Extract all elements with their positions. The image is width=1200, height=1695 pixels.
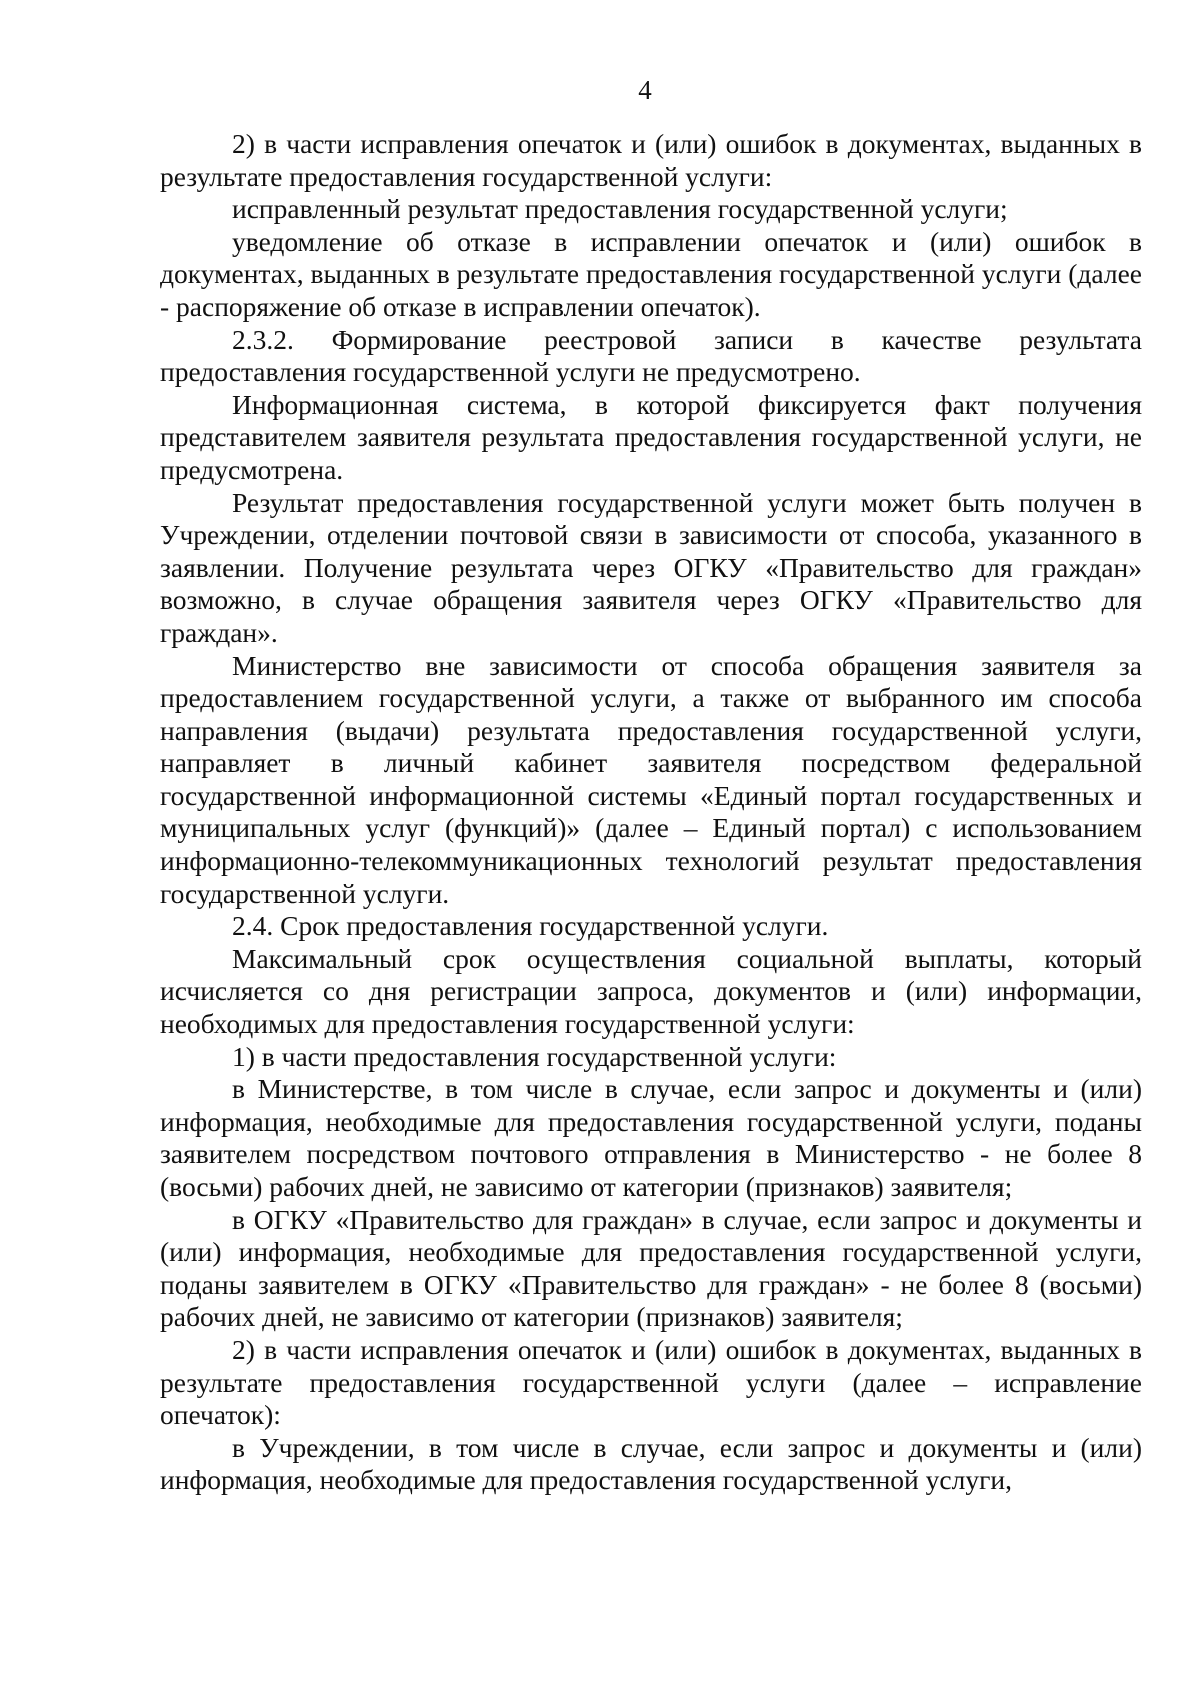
paragraph-13: 2) в части исправления опечаток и (или) ошибок в документах, выданных в результате предоставления государственной услуги (далее – исправление опечаток): (160, 1333, 1142, 1431)
document-body (160, 128, 1142, 1497)
page-number: 4 (638, 75, 652, 105)
paragraph-4: 2.3.2. Формирование реестровой записи в качестве результата предоставления государственной услуги не предусмотрено. (160, 323, 1142, 388)
paragraph-2: исправленный результат предоставления государственной услуги; (232, 193, 1008, 225)
paragraph-14: в Учреждении, в том числе в случае, если запрос и документы и (или) информация, необходимые для предоставления государственной услуги, (160, 1431, 1142, 1496)
paragraph-10: 1) в части предоставления государственной услуги: (232, 1040, 837, 1072)
paragraph-1: 2) в части исправления опечаток и (или) ошибок в документах, выданных в результате предоставления государственной услуги: (160, 128, 1142, 192)
paragraph-11: в Министерстве, в том числе в случае, если запрос и документы и (или) информация, необходимые для предоставления государственной услуги, поданы заявителем посредством почтового отправления в Министерство - не более 8 (восьми) рабочих дней, не зависимо от категории (признаков) заявителя; (160, 1073, 1142, 1202)
paragraph-5: Информационная система, в которой фиксируется факт получения представителем заявителя результата предоставления государственной услуги, не предусмотрена. (160, 388, 1142, 485)
section-heading-2-4: 2.4. Срок предоставления государственной услуги. (232, 910, 829, 942)
paragraph-9: Максимальный срок осуществления социальной выплаты, который исчисляется со дня регистрации запроса, документов и (или) информации, необходимых для предоставления государственной услуги: (160, 942, 1142, 1040)
paragraph-7: Министерство вне зависимости от способа обращения заявителя за предоставлением государственной услуги, а также от выбранного им способа направления (выдачи) результата предоставления государственной услуги, направляет в личный кабинет заявителя посредством федеральной государственной информационной системы «Единый портал государственных и муниципальных услуг (функций)» (далее – Единый портал) с использованием информационно-телекоммуникационных технологий результат предоставления государственной услуги. (160, 649, 1142, 909)
paragraph-12: в ОГКУ «Правительство для граждан» в случае, если запрос и документы и (или) информация, необходимые для предоставления государственной услуги, поданы заявителем в ОГКУ «Правительство для граждан» - не более 8 (восьми) рабочих дней, не зависимо от категории (признаков) заявителя; (160, 1203, 1142, 1333)
paragraph-3: уведомление об отказе в исправлении опечаток и (или) ошибок в документах, выданных в результате предоставления государственной услуги (далее - распоряжение об отказе в исправлении опечаток). (160, 225, 1142, 322)
paragraph-6: Результат предоставления государственной услуги может быть получен в Учреждении, отделении почтовой связи в зависимости от способа, указанного в заявлении. Получение результата через ОГКУ «Правительство для граждан» возможно, в случае обращения заявителя через ОГКУ «Правительство для граждан». (160, 486, 1142, 648)
